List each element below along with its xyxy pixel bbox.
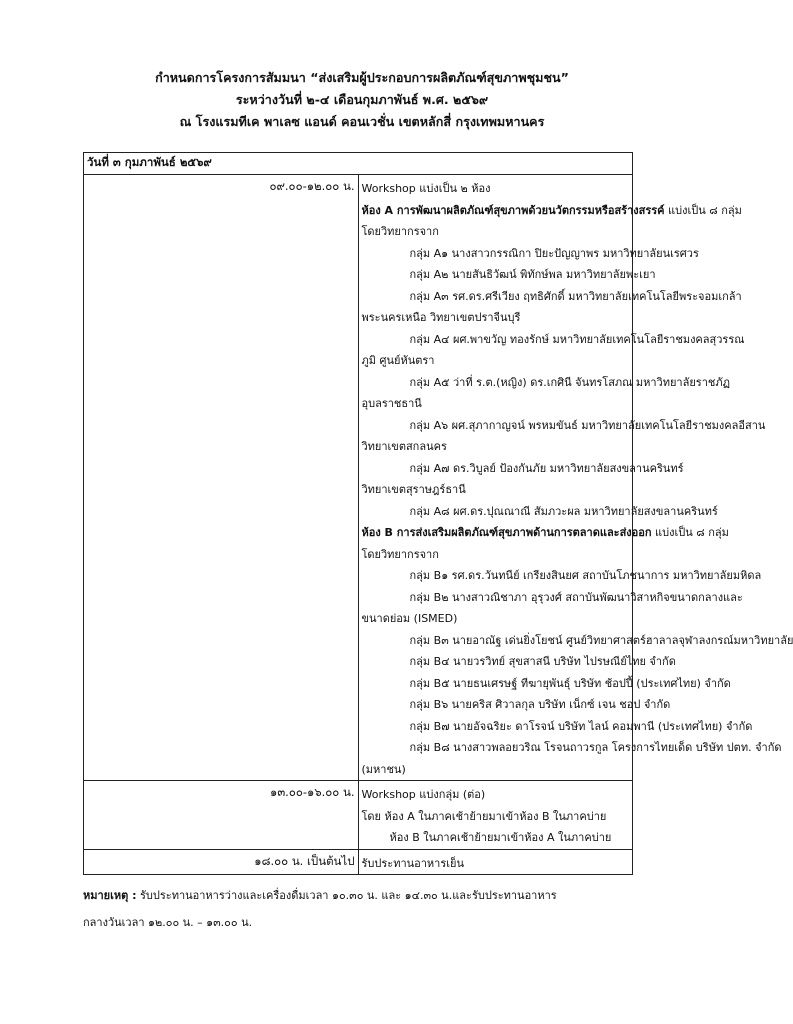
room-a-by: โดยวิทยากรจาก xyxy=(361,225,439,238)
room-b-title: ห้อง B การส่งเสริมผลิตภัณฑ์สุขภาพด้านการตลาดและส่งออก xyxy=(361,526,652,539)
room-a-group-5: กลุ่ม A๕ ว่าที่ ร.ต.(หญิง) ดร.เกศินี จันทรโสภณ มหาวิทยาลัยราชภัฏ xyxy=(409,375,730,389)
title-line-1: กำหนดการโครงการสัมมนา “ส่งเสริมผู้ประกอบการผลิตภัณฑ์สุขภาพชุมชน” xyxy=(155,70,569,85)
day-row xyxy=(84,153,633,175)
footnote-line-2: กลางวันเวลา ๑๒.๐๐ น. – ๑๓.๐๐ น. xyxy=(83,916,253,929)
morning-content xyxy=(358,175,793,781)
afternoon-line-3: ห้อง B ในภาคเช้าย้ายมาเข้าห้อง A ในภาคบ่าย xyxy=(389,831,612,844)
room-b-group-1: กลุ่ม B๑ รศ.ดร.วันทนีย์ เกรียงสินยศ สถาบันโภชนาการ มหาวิทยาลัยมหิดล xyxy=(409,569,762,582)
title-line-2: ระหว่างวันที่ ๒-๔ เดือนกุมภาพันธ์ พ.ศ. ๒๕๖๙ xyxy=(235,92,489,107)
footnote-label: หมายเหตุ : xyxy=(83,889,137,902)
room-a-group-8: กลุ่ม A๘ ผศ.ดร.ปุณณาณี สัมภวะผล มหาวิทยาลัยสงขลานครินทร์ xyxy=(409,504,718,518)
afternoon-row xyxy=(84,781,633,850)
room-b-group-8-cont: (มหาชน) xyxy=(361,762,406,776)
room-b-group-6: กลุ่ม B๖ นายคริส ศิวาลกุล บริษัท เน็กซ์ เจน ชอป จำกัด xyxy=(409,698,671,711)
room-b-heading xyxy=(361,522,729,544)
room-b-group-8: กลุ่ม B๘ นางสาวพลอยวริณ โรจนถาวรกูล โครงการไทยเด็ด บริษัท ปตท. จำกัด xyxy=(409,741,782,754)
room-a-group-2: กลุ่ม A๒ นายสันธิวัฒน์ พิทักษ์พล มหาวิทยาลัยพะเยา xyxy=(409,268,656,281)
footnote xyxy=(83,882,643,936)
room-a-group-6-cont: วิทยาเขตสกลนคร xyxy=(361,440,447,453)
evening-time: ๑๘.๐๐ น. เป็นต้นไป xyxy=(84,849,359,875)
footnote-line-1 xyxy=(83,882,643,909)
room-a-heading xyxy=(361,200,742,222)
morning-workshop: Workshop แบ่งเป็น ๒ ห้อง xyxy=(361,182,491,195)
room-b-group-4: กลุ่ม B๔ นายวรวิทย์ สุขสาสนี บริษัท ไปรษณีย์ไทย จำกัด xyxy=(409,655,676,668)
morning-row xyxy=(84,175,633,781)
day-label: วันที่ ๓ กุมภาพันธ์ ๒๕๖๙ xyxy=(84,153,633,175)
room-a-group-5-cont: อุบลราชธานี xyxy=(361,397,422,410)
room-a-suffix: แบ่งเป็น ๘ กลุ่ม xyxy=(664,203,742,217)
afternoon-line-2: โดย ห้อง A ในภาคเช้าย้ายมาเข้าห้อง B ในภาคบ่าย xyxy=(361,809,607,823)
title-line-3: ณ โรงแรมทีเค พาเลซ แอนด์ คอนเวชั่น เขตหลักสี่ กรุงเทพมหานคร xyxy=(179,114,545,129)
schedule-table xyxy=(83,152,793,875)
room-b-group-2: กลุ่ม B๒ นางสาวณิชาภา อุรุวงศ์ สถาบันพัฒนาวิสาหกิจขนาดกลางและ xyxy=(409,590,743,604)
room-b-suffix: แบ่งเป็น ๘ กลุ่ม xyxy=(651,526,729,539)
evening-text: รับประทานอาหารเย็น xyxy=(361,856,464,870)
morning-time: ๐๙.๐๐-๑๒.๐๐ น. xyxy=(84,175,359,781)
room-a-group-7-cont: วิทยาเขตสุราษฎร์ธานี xyxy=(361,483,466,496)
room-a-group-7: กลุ่ม A๗ ดร.วิบูลย์ ป้องกันภัย มหาวิทยาลัยสงขลานครินทร์ xyxy=(409,461,684,475)
room-b-group-5: กลุ่ม B๕ นายธนเศรษฐ์ ทีฆายุพันธุ์ บริษัท ช้อปปี้ (ประเทศไทย) จำกัด xyxy=(409,676,731,690)
room-a-group-4-cont: ภูมิ ศูนย์หันตรา xyxy=(361,354,435,367)
room-a-group-3: กลุ่ม A๓ รศ.ดร.ศรีเวียง ฤทธิศักดิ์ มหาวิทยาลัยเทคโนโลยีพระจอมเกล้า xyxy=(409,289,742,303)
afternoon-time: ๑๓.๐๐-๑๖.๐๐ น. xyxy=(84,781,359,850)
room-a-title: ห้อง A การพัฒนาผลิตภัณฑ์สุขภาพด้วยนวัตกรรมหรือสร้างสรรค์ xyxy=(361,203,665,217)
room-b-group-2-cont: ขนาดย่อม (ISMED) xyxy=(361,612,458,625)
room-a-group-4: กลุ่ม A๔ ผศ.พาขวัญ ทองรักษ์ มหาวิทยาลัยเทคโนโลยีราชมงคลสุวรรณ xyxy=(409,332,745,346)
footnote-text-1: รับประทานอาหารว่างและเครื่องดื่มเวลา ๑๐.๓๐ น. และ ๑๔.๓๐ น.และรับประทานอาหาร xyxy=(136,889,557,902)
room-a-group-3-cont: พระนครเหนือ วิทยาเขตปราจีนบุรี xyxy=(361,311,521,324)
room-b-by: โดยวิทยากรจาก xyxy=(361,547,439,561)
room-b-group-7: กลุ่ม B๗ นายอัจฉริยะ ดาโรจน์ บริษัท ไลน์ คอมพานี (ประเทศไทย) จำกัด xyxy=(409,719,753,733)
evening-content xyxy=(358,849,633,875)
afternoon-content xyxy=(358,781,633,850)
evening-row xyxy=(84,849,633,875)
room-a-group-6: กลุ่ม A๖ ผศ.สุภากาญจน์ พรหมขันธ์ มหาวิทยาลัยเทคโนโลยีราชมงคลอีสาน xyxy=(409,418,766,432)
afternoon-line-1: Workshop แบ่งกลุ่ม (ต่อ) xyxy=(361,788,486,801)
room-b-group-3: กลุ่ม B๓ นายอาณัฐ เด่นยิ่งโยชน์ ศูนย์วิทยาศาสตร์ฮาลาลจุฬาลงกรณ์มหาวิทยาลัย xyxy=(409,633,793,647)
room-a-group-1: กลุ่ม A๑ นางสาวกรรณิกา ปิยะปัญญาพร มหาวิทยาลัยนเรศวร xyxy=(409,246,699,260)
